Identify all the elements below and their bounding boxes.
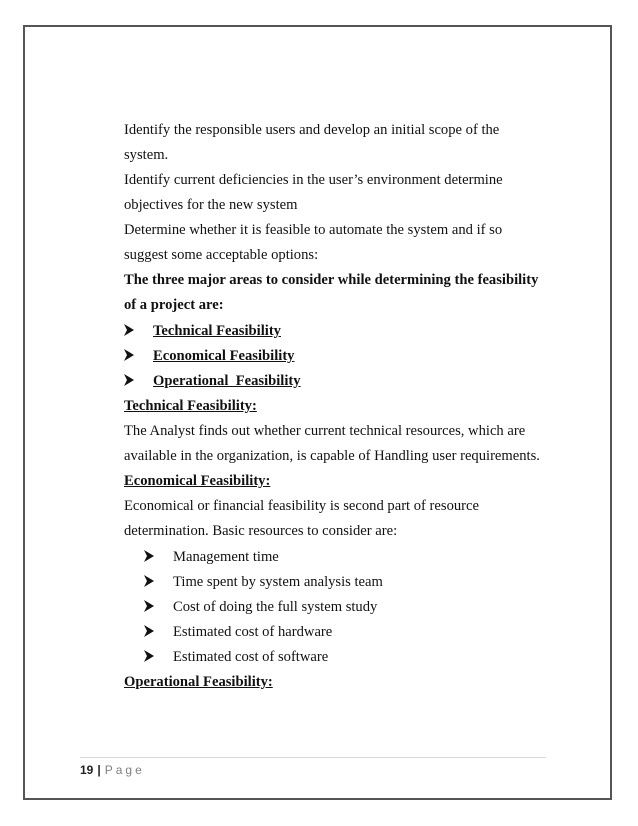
list-item — [124, 322, 281, 340]
list-item — [144, 623, 333, 641]
resource-item: Time spent by system analysis team — [173, 574, 383, 590]
body-line: The Analyst finds out whether current technical resources, which are — [124, 423, 526, 439]
list-item — [144, 573, 383, 591]
arrow-bullet-icon — [144, 650, 154, 662]
page-number: 19 — [80, 763, 94, 777]
body-line: suggest some acceptable options: — [124, 247, 319, 263]
arrow-bullet-icon — [144, 575, 154, 587]
page-footer — [80, 762, 145, 778]
resource-item: Management time — [173, 549, 279, 565]
list-item — [144, 648, 329, 666]
arrow-bullet-icon — [144, 550, 154, 562]
list-item — [144, 598, 378, 616]
body-line: determination. Basic resources to consider are: — [124, 523, 398, 539]
body-line: system. — [124, 147, 169, 163]
page-label: Page — [104, 763, 145, 777]
resource-item: Estimated cost of software — [173, 649, 329, 665]
body-line: Identify the responsible users and develop an initial scope of the — [124, 122, 500, 138]
arrow-bullet-icon — [144, 625, 154, 637]
area-technical: Technical Feasibility — [153, 323, 281, 339]
technical-heading: Technical Feasibility: — [124, 398, 257, 414]
footer-separator: | — [97, 763, 101, 777]
body-line: Identify current deficiencies in the user’s environment determine — [124, 172, 503, 188]
body-line: available in the organization, is capable of Handling user requirements. — [124, 448, 540, 464]
arrow-bullet-icon — [124, 374, 134, 386]
arrow-bullet-icon — [124, 349, 134, 361]
body-line: objectives for the new system — [124, 197, 298, 213]
body-line: Economical or financial feasibility is second part of resource — [124, 498, 479, 514]
arrow-bullet-icon — [144, 600, 154, 612]
list-item — [124, 347, 295, 365]
resource-item: Estimated cost of hardware — [173, 624, 333, 640]
feasibility-heading-line: The three major areas to consider while determining the feasibility — [124, 272, 539, 288]
feasibility-heading-line: of a project are: — [124, 297, 224, 313]
body-line: Determine whether it is feasible to automate the system and if so — [124, 222, 503, 238]
arrow-bullet-icon — [124, 324, 134, 336]
list-item — [124, 372, 301, 390]
list-item — [144, 548, 279, 566]
operational-heading: Operational Feasibility: — [124, 674, 273, 690]
economical-heading: Economical Feasibility: — [124, 473, 271, 489]
area-economical: Economical Feasibility — [153, 348, 295, 364]
resource-item: Cost of doing the full system study — [173, 599, 378, 615]
footer-divider — [80, 757, 546, 758]
area-operational: Operational Feasibility — [153, 373, 301, 389]
